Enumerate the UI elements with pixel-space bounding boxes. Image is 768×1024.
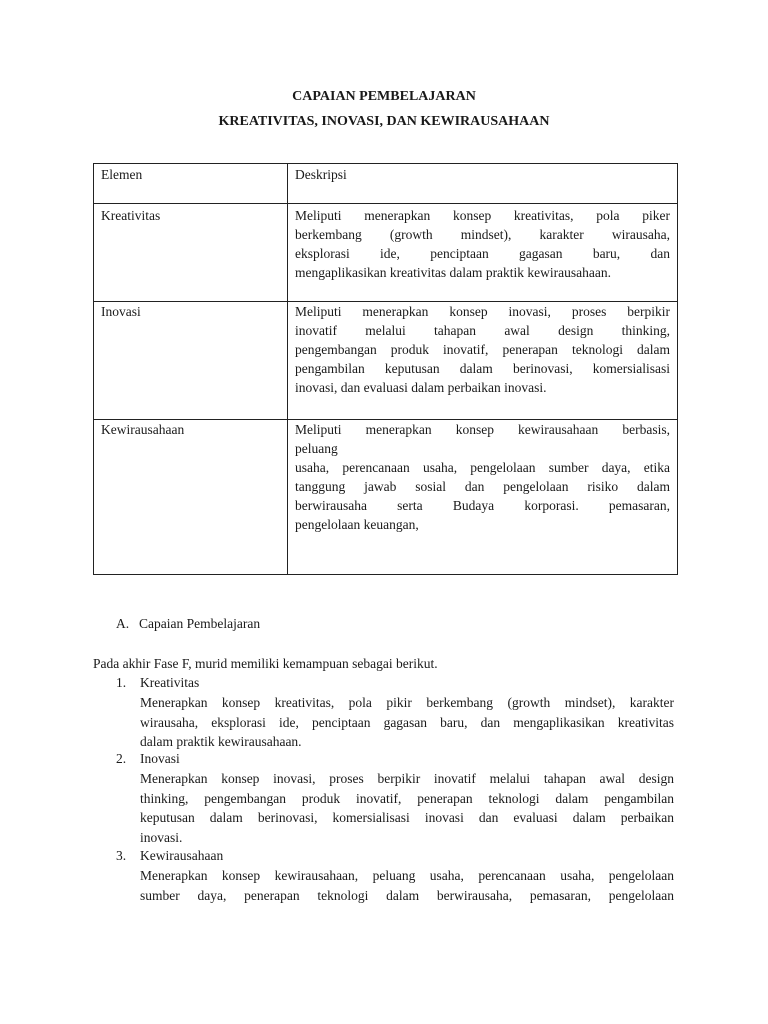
intro-paragraph: Pada akhir Fase F, murid memiliki kemampuan sebagai berikut. [93, 656, 438, 671]
table-header-row [94, 164, 678, 204]
item-line: Menerapkan konsep kewirausahaan, peluang usaha, perencanaan usaha, pengelolaan [140, 868, 674, 883]
item-line: keputusan dalam berinovasi, komersialisasi inovasi dan evaluasi dalam perbaikan [140, 810, 674, 825]
item-body [140, 769, 674, 847]
header-elemen: Elemen [94, 164, 288, 204]
section-label: A. [116, 616, 130, 631]
section-title: Capaian Pembelajaran [139, 616, 261, 631]
desc-line: pengembangan produk inovatif, penerapan teknologi dalam [295, 342, 670, 357]
row-deskripsi [288, 204, 678, 302]
desc-line: pengambilan keputusan dalam berinovasi, komersialisasi [295, 361, 670, 376]
item-line: wirausaha, eksplorasi ide, penciptaan gagasan baru, dan mengaplikasikan kreativitas [140, 714, 674, 730]
item-line: dalam praktik kewirausahaan. [140, 734, 302, 749]
row-elemen: Kewirausahaan [94, 420, 288, 575]
desc-line: mengaplikasikan kreativitas dalam praktik kewirausahaan. [295, 265, 612, 280]
desc-line: Meliputi menerapkan konsep kewirausahaan berbasis, [295, 422, 670, 437]
item-heading: Inovasi [140, 751, 180, 766]
header-deskripsi: Deskripsi [288, 164, 678, 204]
item-body [140, 693, 674, 752]
item-line: sumber daya, penerapan teknologi dalam berwirausaha, pemasaran, pengelolaan [140, 887, 674, 903]
item-line: Menerapkan konsep inovasi, proses berpikir inovatif melalui tahapan awal design [140, 771, 674, 786]
desc-line: Meliputi menerapkan konsep kreativitas, pola piker [295, 208, 670, 223]
row-deskripsi [288, 420, 678, 575]
item-heading: Kreativitas [140, 675, 200, 690]
desc-line: peluang [295, 441, 338, 456]
row-elemen: Inovasi [94, 302, 288, 420]
item-line: thinking, pengembangan produk inovatif, penerapan teknologi dalam pengambilan [140, 790, 674, 806]
document-subtitle: KREATIVITAS, INOVASI, DAN KEWIRAUSAHAAN [218, 114, 550, 129]
desc-line: berwirausaha serta Budaya korporasi. pemasaran, [295, 498, 670, 513]
table-row [94, 302, 678, 420]
desc-line: berkembang (growth mindset), karakter wirausaha, [295, 227, 670, 242]
item-number: 1. [116, 675, 127, 690]
item-number: 2. [116, 751, 127, 766]
desc-line: tanggung jawab sosial dan pengelolaan risiko dalam [295, 479, 670, 494]
desc-line: Meliputi menerapkan konsep inovasi, proses berpikir [295, 304, 670, 319]
desc-line: inovatif melalui tahapan awal design thinking, [295, 323, 670, 338]
row-elemen: Kreativitas [94, 204, 288, 302]
desc-line: pengelolaan keuangan, [295, 517, 419, 532]
desc-line: inovasi, dan evaluasi dalam perbaikan inovasi. [295, 380, 547, 395]
desc-line: usaha, perencanaan usaha, pengelolaan sumber daya, etika [295, 460, 670, 475]
row-deskripsi [288, 302, 678, 420]
section-heading [116, 614, 260, 633]
item-line: inovasi. [140, 829, 183, 845]
item-body [140, 866, 674, 905]
table-row [94, 420, 678, 575]
item-number: 3. [116, 848, 127, 863]
item-line: Menerapkan konsep kreativitas, pola pikir berkembang (growth mindset), karakter [140, 695, 674, 710]
document-title: CAPAIAN PEMBELAJARAN [292, 89, 476, 104]
table-row [94, 204, 678, 302]
elements-table [93, 163, 678, 575]
item-heading: Kewirausahaan [140, 848, 224, 863]
desc-line: eksplorasi ide, penciptaan gagasan baru, dan [295, 246, 670, 261]
